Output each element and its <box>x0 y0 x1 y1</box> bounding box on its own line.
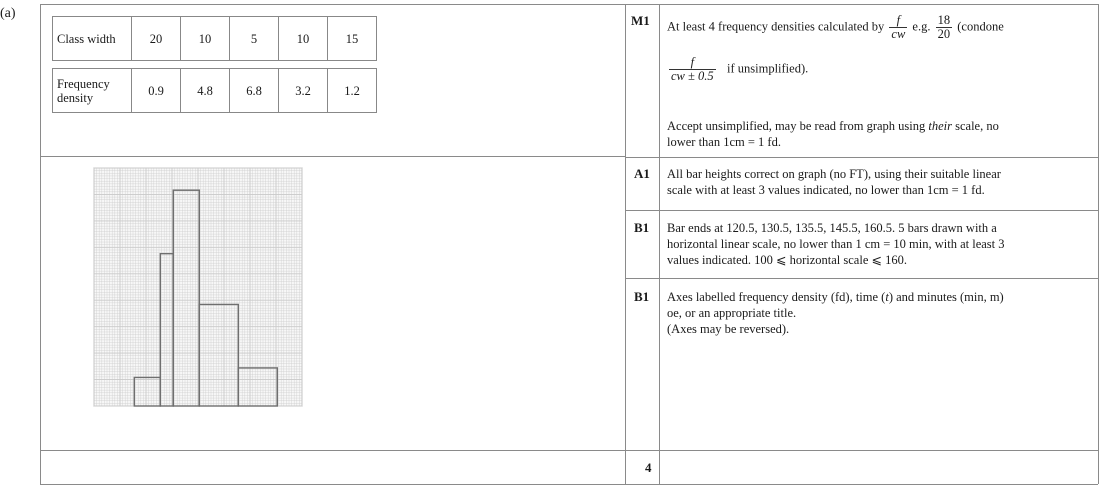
condone-text: (condone <box>957 19 1004 34</box>
b1-axes-line: Axes labelled frequency density (fd), time ( <box>667 290 886 304</box>
col-sep-1 <box>625 4 626 484</box>
row-sep-total <box>40 450 1098 451</box>
fraction-denominator: 20 <box>937 27 951 41</box>
unsimplified-text: if unsimplified). <box>727 61 809 76</box>
row-sep-a1 <box>625 210 1098 211</box>
b1-line: values indicated. 100 ⩽ horizontal scale ⩽ 160. <box>667 253 907 267</box>
frequency-density-cell: 6.8 <box>230 69 279 113</box>
m1-line-1 <box>667 14 1095 41</box>
col-sep-2 <box>659 4 660 484</box>
frame-left <box>40 4 41 484</box>
accept-text: scale, no <box>955 119 999 133</box>
table-row <box>53 17 377 61</box>
m1-line-2 <box>667 56 808 83</box>
fraction-denominator: cw ± 0.5 <box>671 69 714 83</box>
b1-axes-line: oe, or an appropriate title. <box>667 306 797 320</box>
class-width-cell: 15 <box>328 17 377 61</box>
a1-text <box>667 166 1001 198</box>
row-sep-b1 <box>625 278 1098 279</box>
fraction-numerator: f <box>896 13 901 27</box>
frequency-density-cell: 1.2 <box>328 69 377 113</box>
table-row <box>53 69 377 113</box>
b1-axes-line: ) and minutes (min, m) <box>888 290 1004 304</box>
class-width-cell: 10 <box>279 17 328 61</box>
class-width-cell: 20 <box>132 17 181 61</box>
row-label: Class width <box>53 17 132 61</box>
frame-top <box>40 4 1098 5</box>
class-width-cell: 10 <box>181 17 230 61</box>
b1-line: Bar ends at 120.5, 130.5, 135.5, 145.5, 160.5. 5 bars drawn with a <box>667 221 997 235</box>
b1-axes-text <box>667 289 1004 337</box>
histogram-graph <box>52 160 312 450</box>
fraction-numerator: f <box>690 55 695 69</box>
b1-line: horizontal linear scale, no lower than 1 cm = 10 min, with at least 3 <box>667 237 1005 251</box>
accept-emphasis: their <box>928 119 952 133</box>
a1-line: All bar heights correct on graph (no FT), using their suitable linear <box>667 167 1001 181</box>
b1-axes-line: (Axes may be reversed). <box>667 322 790 336</box>
eg-text: e.g. <box>912 19 931 34</box>
part-label: (a) <box>0 6 16 21</box>
m1-text: At least 4 frequency densities calculated by <box>667 19 885 34</box>
row-sep-left <box>40 156 625 157</box>
mark-code-b1-axes: B1 <box>634 289 650 304</box>
b1-text <box>667 220 1005 268</box>
histogram-svg <box>52 160 312 450</box>
frequency-density-cell: 0.9 <box>132 69 181 113</box>
frequency-density-cell: 3.2 <box>279 69 328 113</box>
mark-code-a1: A1 <box>634 166 650 181</box>
total-marks: 4 <box>645 460 652 475</box>
fraction-example <box>936 14 953 41</box>
frequency-density-table <box>52 16 377 113</box>
m1-accept-text <box>667 118 999 150</box>
accept-text: Accept unsimplified, may be read from graph using <box>667 119 926 133</box>
row-label: Frequency density <box>53 69 132 113</box>
class-width-cell: 5 <box>230 17 279 61</box>
fraction-numerator: 18 <box>937 13 951 27</box>
a1-line: scale with at least 3 values indicated, no lower than 1cm = 1 fd. <box>667 183 985 197</box>
accept-text: lower than 1cm = 1 fd. <box>667 135 781 149</box>
frame-bottom <box>40 484 1098 485</box>
b1-axes-var: t <box>885 290 889 304</box>
mark-code-b1: B1 <box>634 220 650 235</box>
fraction-f-over-cw <box>889 14 907 41</box>
frequency-density-cell: 4.8 <box>181 69 230 113</box>
row-sep-m1 <box>625 157 1098 158</box>
frame-right <box>1098 4 1099 484</box>
fraction-f-over-cw-tolerance <box>669 56 716 83</box>
fraction-denominator: cw <box>891 27 906 41</box>
mark-code-m1: M1 <box>631 13 650 28</box>
